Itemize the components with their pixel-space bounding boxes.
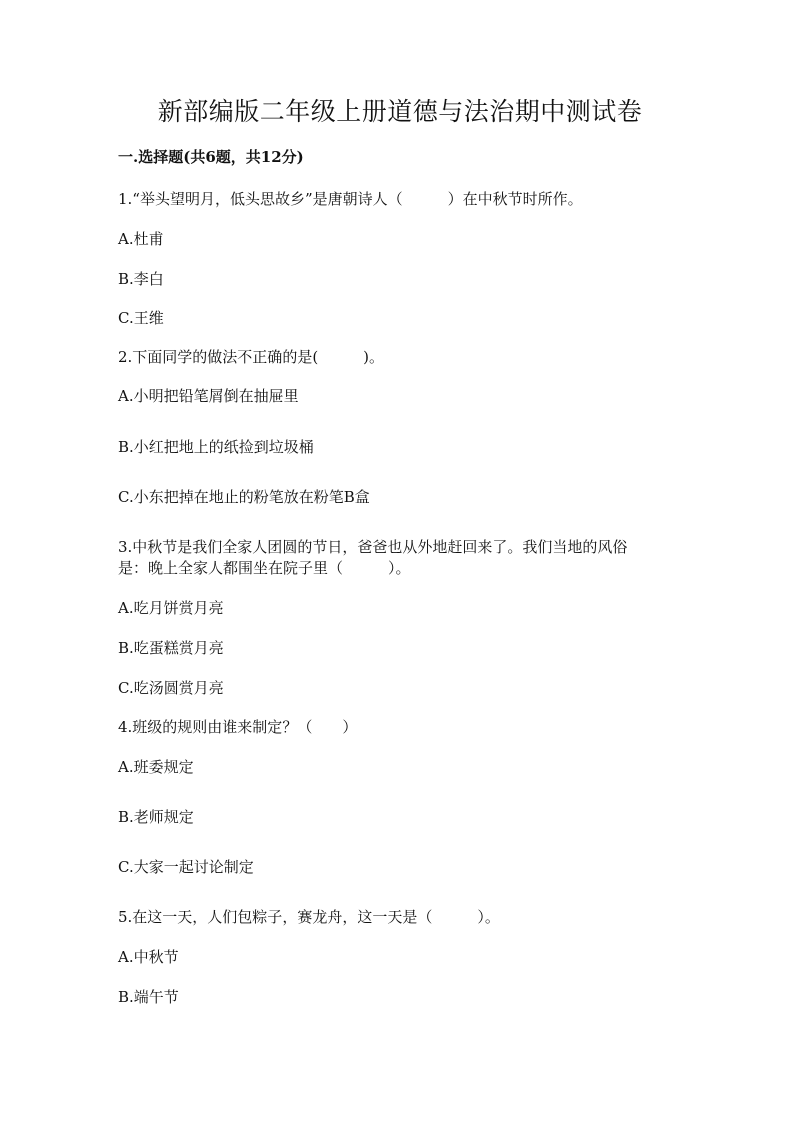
question-5-stem: 5.在这一天，人们包粽子，赛龙舟，这一天是（ ）。 <box>118 908 500 926</box>
question-3-option-a: A.吃月饼赏月亮 <box>118 599 224 617</box>
question-4-stem: 4.班级的规则由谁来制定？（ ） <box>118 718 358 736</box>
question-2-option-c: C.小东把掉在地止的粉笔放在粉笔B盒 <box>118 488 370 506</box>
question-2-option-a: A.小明把铅笔屑倒在抽屉里 <box>118 387 299 405</box>
question-3-stem-line-1: 3.中秋节是我们全家人团圆的节日，爸爸也从外地赶回来了。我们当地的风俗 <box>118 538 628 556</box>
page-title: 新部编版二年级上册道德与法治期中测试卷 <box>157 97 643 126</box>
question-1-option-c: C.王维 <box>118 309 164 327</box>
question-1-option-a: A.杜甫 <box>118 230 164 248</box>
question-3-stem-line-2: 是：晚上全家人都围坐在院子里（ ）。 <box>118 559 411 577</box>
question-2-stem: 2.下面同学的做法不正确的是( )。 <box>118 348 385 366</box>
question-3-option-b: B.吃蛋糕赏月亮 <box>118 639 224 657</box>
question-1-stem: 1.“举头望明月，低头思故乡”是唐朝诗人（ ）在中秋节时所作。 <box>118 190 583 208</box>
question-4-option-b: B.老师规定 <box>118 808 194 826</box>
section-heading: 一.选择题(共6题，共12分) <box>118 148 304 166</box>
question-5-option-b: B.端午节 <box>118 988 179 1006</box>
question-4-option-c: C.大家一起讨论制定 <box>118 858 254 876</box>
question-5-option-a: A.中秋节 <box>118 948 179 966</box>
question-3-option-c: C.吃汤圆赏月亮 <box>118 679 224 697</box>
question-1-option-b: B.李白 <box>118 270 164 288</box>
question-2-option-b: B.小红把地上的纸捡到垃圾桶 <box>118 438 314 456</box>
question-4-option-a: A.班委规定 <box>118 758 194 776</box>
